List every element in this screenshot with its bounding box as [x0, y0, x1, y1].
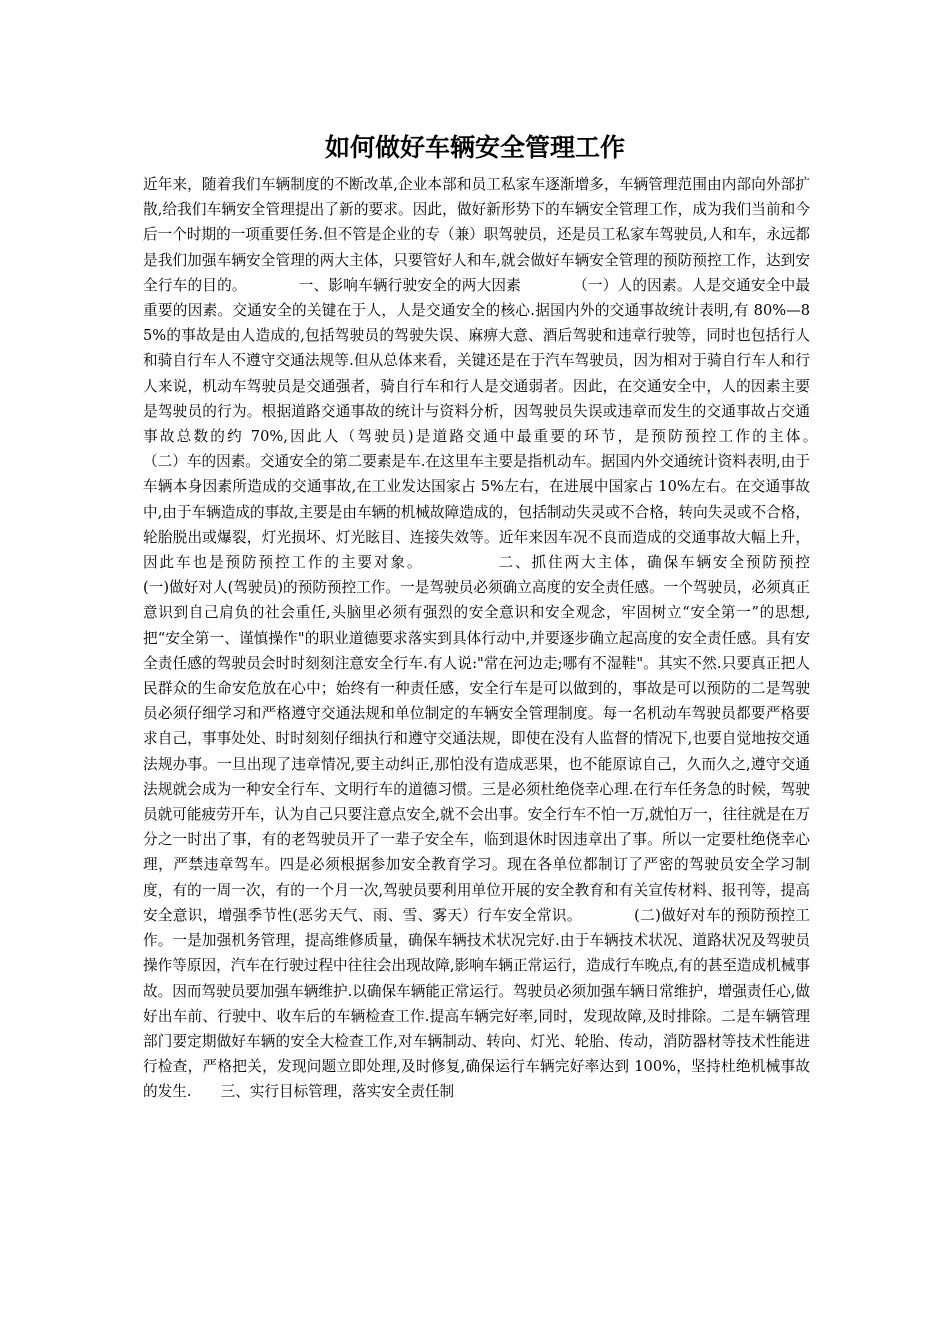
document-title: 如何做好车辆安全管理工作	[324, 133, 625, 162]
document-body-paragraph: 近年来，随着我们车辆制度的不断改革,企业本部和员工私家车逐渐增多，车辆管理范围由内部向外部扩散,给我们车辆安全管理提出了新的要求。因此，做好新形势下的车辆安全管理工作，成为我们当前和今后一个时期的一项重要任务.但不管是企业的专（兼）职驾驶员，还是员工私家车驾驶员,人和车，永远都是我们加强车辆安全管理的两大主体，只要管好人和车,就会做好车辆安全管理的预防预控工作，达到安全行车的目的。 一、影响车辆行驶安全的两大因素 （一）人的因素。人是交通安全中最重要的因素。交通安全的关键在于人，人是交通安全的核心.据国内外的交通事故统计表明,有 80%—85%的事故是由人造成的,包括驾驶员的驾驶失误、麻痹大意、酒后驾驶和违章行驶等，同时也包括行人和骑自行车人不遵守交通法规等.但从总体来看，关键还是在于汽车驾驶员，因为相对于骑自行车人和行人来说，机动车驾驶员是交通强者，骑自行车和行人是交通弱者。因此，在交通安全中，人的因素主要是驾驶员的行为。根据道路交通事故的统计与资料分析，因驾驶员失误或违章而发生的交通事故占交通事故总数的约 70%,因此人（驾驶员)是道路交通中最重要的环节，是预防预控工作的主体。 （二）车的因素。交通安全的第二要素是车.在这里车主要是指机动车。据国内外交通统计资料表明,由于车辆本身因素所造成的交通事故,在工业发达国家占 5%左右，在进展中国家占 10%左右。在交通事故中,由于车辆造成的事故,主要是由车辆的机械故障造成的，包括制动失灵或不合格，转向失灵或不合格，轮胎脱出或爆裂，灯光损坏、灯光眩目、连接失效等。近年来因车况不良而造成的交通事故大幅上升，因此车也是预防预控工作的主要对象。 二、抓住两大主体，确保车辆安全预防预控 (一)做好对人(驾驶员)的预防预控工作。一是驾驶员必须确立高度的安全责任感。一个驾驶员，必须真正意识到自己肩负的社会重任,头脑里必须有强烈的安全意识和安全观念，牢固树立“安全第一”的思想,把“安全第一、谨慎操作"的职业道德要求落实到具体行动中,并要逐步确立起高度的安全责任感。具有安全责任感的驾驶员会时时刻刻注意安全行车.有人说:"常在河边走;哪有不湿鞋"。其实不然.只要真正把人民群众的生命安危放在心中；始终有一种责任感，安全行车是可以做到的，事故是可以预防的二是驾驶员必须仔细学习和严格遵守交通法规和单位制定的车辆安全管理制度。每一名机动车驾驶员都要严格要求自己，事事处处、时时刻刻仔细执行和遵守交通法规，即使在没有人监督的情况下,也要自觉地按交通法规办事。一旦出现了违章情况,要主动纠正,那怕没有造成恶果，也不能原谅自己，久而久之,遵守交通法规就会成为一种安全行车、文明行车的道德习惯。三是必须杜绝侥幸心理.在行车任务急的时候，驾驶员就可能疲劳开车，认为自己只要注意点安全,就不会出事。安全行车不怕一万,就怕万一，往往就是在万分之一时出了事，有的老驾驶员开了一辈子安全车，临到退休时因违章出了事。所以一定要杜绝侥幸心理，严禁违章驾车。四是必须根据参加安全教育学习。现在各单位都制订了严密的驾驶员安全学习制度，有的一周一次，有的一个月一次,驾驶员要利用单位开展的安全教育和有关宣传材料、报刊等，提高安全意识，增强季节性(恶劣天气、雨、雪、雾天）行车安全常识。 (二)做好对车的预防预控工作。一是加强机务管理，提高维修质量，确保车辆技术状况完好.由于车辆技术状况、道路状况及驾驶员操作等原因，汽车在行驶过程中往往会出现故障,影响车辆正常运行，造成行车晚点,有的甚至造成机械事故。因而驾驶员要加强车辆维护.以确保车辆能正常运行。驾驶员必须加强车辆日常维护，增强责任心,做好出车前、行驶中、收车后的车辆检查工作.提高车辆完好率,同时，发现故障,及时排除。二是车辆管理部门要定期做好车辆的安全大检查工作,对车辆制动、转向、灯光、轮胎、传动，消防器材等技术性能进行检查，严格把关，发现问题立即处理,及时修复,确保运行车辆完好率达到 100%，坚持杜绝机械事故的发生. 三、实行目标管理，落实安全责任制	[143, 176, 869, 1101]
